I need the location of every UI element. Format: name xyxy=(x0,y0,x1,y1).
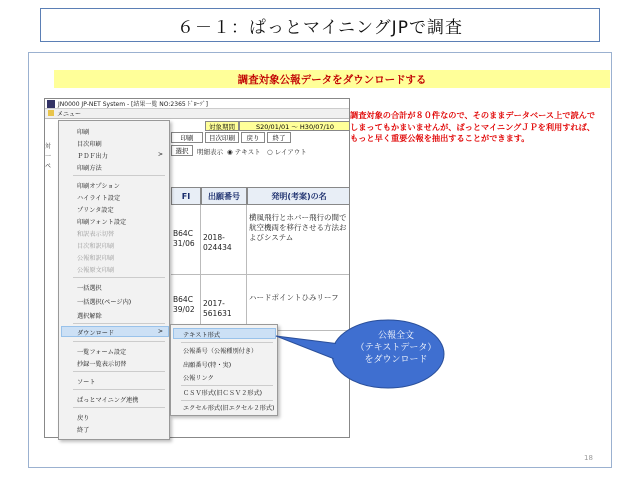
menu-item-print[interactable]: 印刷 xyxy=(77,129,90,136)
submenu-item-gazette-link[interactable]: 公報リンク xyxy=(183,375,214,382)
menu-item-gazette-translation-print: 公報和訳印刷 xyxy=(77,255,115,262)
pdf-submenu-arrow-icon: > xyxy=(157,151,163,158)
submenu-item-application-number[interactable]: 出願番号(特・実) xyxy=(183,362,232,369)
left-strip-char: 一 xyxy=(45,153,52,160)
table-row-2-app-no: 2017-561631 xyxy=(201,275,247,331)
table-row-2-fi: B64C 39/02 xyxy=(171,275,201,331)
download-submenu-arrow-icon: > xyxy=(157,328,163,335)
menu-separator xyxy=(73,277,165,278)
table-row-2-title: ハードポイントひみリーフ xyxy=(247,275,350,331)
window-titlebar xyxy=(45,99,349,109)
menu-item-highlight-settings[interactable]: ハイライト設定 xyxy=(77,195,121,202)
menu-separator xyxy=(73,371,165,372)
menu-item-select-all-page[interactable]: 一括選択(ページ内) xyxy=(77,299,132,306)
print-button[interactable]: 印刷 xyxy=(171,132,203,143)
slide-title-box xyxy=(40,8,600,42)
menu-item-back[interactable]: 戻り xyxy=(77,415,90,422)
callout-line: をダウンロード xyxy=(364,355,428,365)
slide-title: ６－１：ぱっとマイニングJPで調査 xyxy=(177,17,463,38)
left-strip xyxy=(45,141,55,171)
menu-item-toc-print[interactable]: 目次印刷 xyxy=(77,141,102,148)
download-submenu xyxy=(170,324,278,416)
column-header-app-no[interactable]: 出願番号 xyxy=(201,187,247,205)
menu-separator xyxy=(73,407,165,408)
select-button[interactable]: 選択 xyxy=(171,145,193,156)
page-number: 18 xyxy=(584,454,593,462)
table-row-1-fi: B64C 31/06 xyxy=(171,205,201,275)
submenu-item-csv-format[interactable]: ＣＳＶ形式(旧ＣＳＶ２形式) xyxy=(183,390,263,397)
menu-item-print-method[interactable]: 印刷方法 xyxy=(77,165,102,172)
left-strip-char: 対 xyxy=(45,143,52,150)
menu-separator xyxy=(73,341,165,342)
menu-item-download[interactable]: ダウンロード xyxy=(77,330,115,337)
back-button[interactable]: 戻り xyxy=(241,132,265,143)
menubar xyxy=(45,109,349,119)
app-icon xyxy=(47,100,55,108)
menu-item-printer-settings[interactable]: プリンタ設定 xyxy=(77,207,114,214)
toc-print-button[interactable]: 目次印刷 xyxy=(205,132,239,143)
text-radio[interactable]: ◉ テキスト xyxy=(227,148,261,156)
table-row-1-app-no: 2018-024434 xyxy=(201,205,247,275)
callout-line: （テキストデータ） xyxy=(355,343,437,353)
detail-show-label: 明細表示 xyxy=(197,148,223,156)
menu-item-print-font-settings[interactable]: 印刷フォント設定 xyxy=(77,219,127,226)
menu-item-abstract-list-toggle[interactable]: 抄録一覧表示切替 xyxy=(77,361,127,368)
menu-item-deselect[interactable]: 選択解除 xyxy=(77,313,102,320)
menu-item-toc-translation-print: 目次和訳印刷 xyxy=(77,243,115,250)
section-banner xyxy=(54,70,610,88)
menu-item-sort[interactable]: ソート xyxy=(77,379,96,386)
window-title: JN0000 JP-NET System - [結果一覧 NO:2365 ﾄﾞﾛｰｿﾞ] xyxy=(58,101,208,108)
menu-item-pat-mining-link[interactable]: ぱっとマイニング連携 xyxy=(77,397,139,404)
period-label: 対象期間 xyxy=(205,121,239,131)
period-value: S20/01/01 ～ H30/07/10 xyxy=(239,121,350,131)
submenu-item-text-format[interactable]: テキスト形式 xyxy=(183,332,221,339)
menu-separator xyxy=(73,323,165,324)
submenu-item-excel-format[interactable]: エクセル形式(旧エクセル２形式) xyxy=(183,405,275,412)
layout-radio[interactable]: ○ レイアウト xyxy=(267,148,307,156)
menu-item-gazette-original-print: 公報原文印刷 xyxy=(77,267,115,274)
menu-separator xyxy=(73,389,165,390)
menu-separator xyxy=(73,175,165,176)
column-header-title[interactable]: 発明(考案)の名 xyxy=(247,187,350,205)
submenu-separator xyxy=(181,342,273,343)
submenu-separator xyxy=(181,385,273,386)
callout-line: 公報全文 xyxy=(377,331,414,341)
menubar-menu[interactable]: メニュー xyxy=(47,109,85,118)
menu-item-print-options[interactable]: 印刷オプション xyxy=(77,183,120,190)
menu-dropdown xyxy=(58,120,170,440)
explanation-note: 調査対象の合計が８０件なので、そのままデータベース上で読んでしまってもかまいませんが、ぱっとマイニングＪＰを利用すれば、もっと早く重要公報を抽出することができます。 xyxy=(350,110,596,143)
menu-item-select-all[interactable]: 一括選択 xyxy=(77,285,102,292)
submenu-separator xyxy=(181,400,273,401)
menu-item-exit[interactable]: 終了 xyxy=(77,427,90,434)
table-row-1-title: 横風飛行とホバー飛行の間で航空機両を移行させる方法およびシステム xyxy=(247,205,350,275)
menu-item-translation-toggle: 和訳表示切替 xyxy=(77,231,115,238)
menu-item-pdf-output[interactable]: ＰＤＦ出力 xyxy=(77,153,108,160)
column-header-fi[interactable]: FI xyxy=(171,187,201,205)
left-strip-char: ペ xyxy=(45,163,52,170)
callout-text xyxy=(346,330,446,366)
menu-item-list-form-settings[interactable]: 一覧フォーム設定 xyxy=(77,349,127,356)
submenu-item-gazette-number[interactable]: 公報番号（公報種別付き） xyxy=(183,348,258,355)
end-button[interactable]: 終了 xyxy=(267,132,291,143)
banner-text: 調査対象公報データをダウンロードする xyxy=(237,73,427,86)
